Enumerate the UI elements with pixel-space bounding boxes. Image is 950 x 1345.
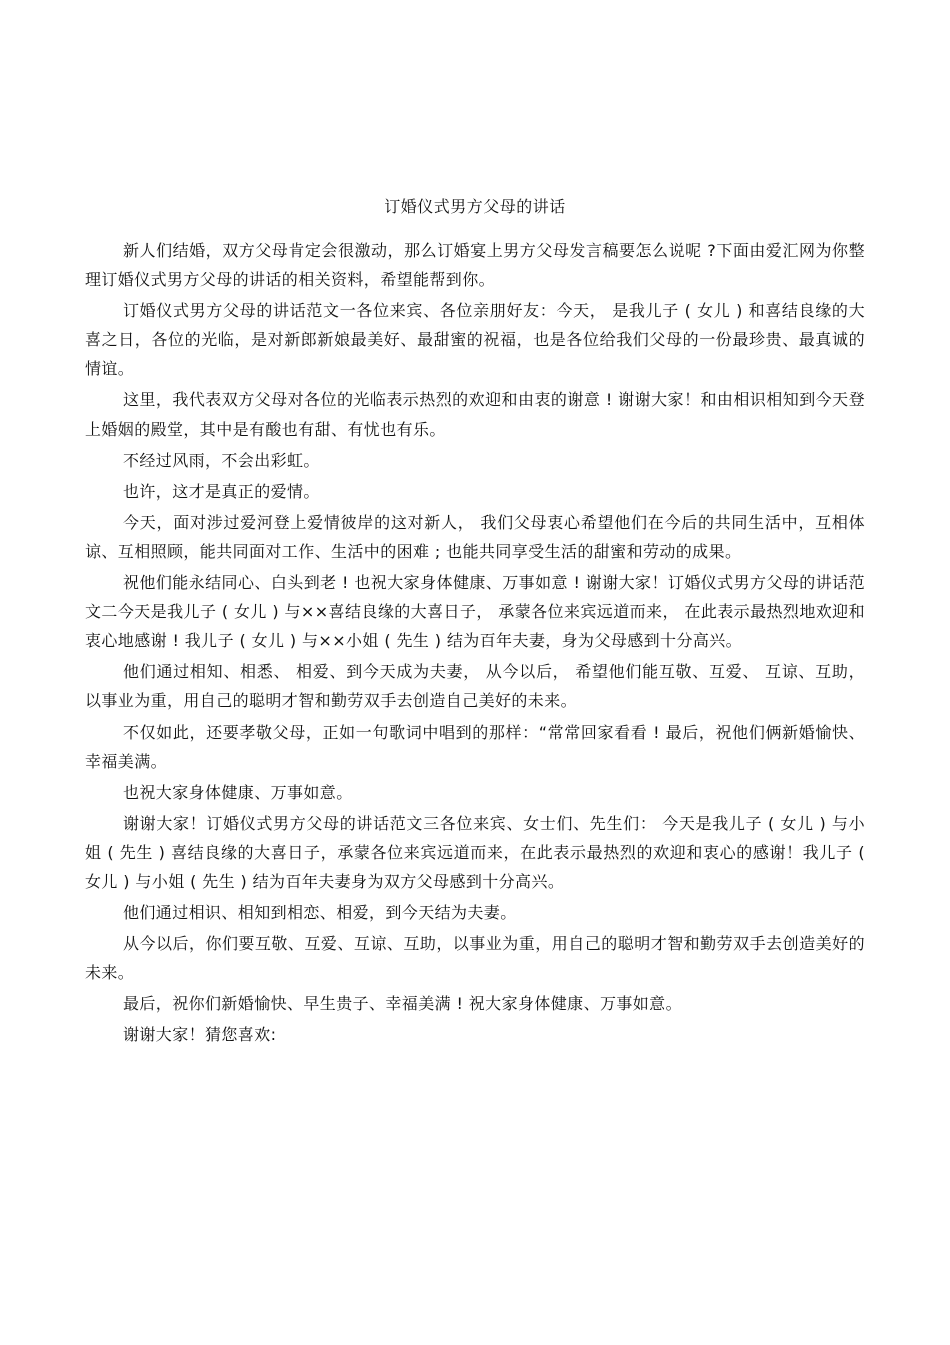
paragraph: 他们通过相识、相知到相恋、相爱，到今天结为夫妻。 (123, 903, 517, 923)
paragraph: 这里，我代表双方父母对各位的光临表示热烈的欢迎和由衷的谢意 ! 谢谢大家！和由相识相知到今天登上婚姻的殿堂，其中是有酸也有甜、有忧也有乐。 (85, 390, 865, 439)
paragraph: 谢谢大家！猜您喜欢: (123, 1025, 277, 1045)
paragraph: 也祝大家身体健康、万事如意。 (123, 782, 353, 802)
paragraph: 他们通过相知、相悉、 相爱、到今天成为夫妻， 从今以后， 希望他们能互敬、互爱、 互谅、互助，以事业为重，用自己的聪明才智和勤劳双手去创造自己美好的未来。 (85, 662, 865, 711)
paragraph: 谢谢大家！订婚仪式男方父母的讲话范文三各位来宾、女士们、先生们： 今天是我儿子 ( 女儿 ) 与小姐 ( 先生 ) 喜结良缘的大喜日子，承蒙各位来宾远道而来，在此表示最热烈的欢迎和衷心的感谢！我儿子 ( 女儿 ) 与小姐 ( 先生 ) 结为百年夫妻身为双方父母感到十分高兴。 (85, 813, 865, 891)
paragraph: 祝他们能永结同心、白头到老 ! 也祝大家身体健康、万事如意 ! 谢谢大家！订婚仪式男方父母的讲话范文二今天是我儿子 ( 女儿 ) 与××喜结良缘的大喜日子， 承蒙各位来宾远道而来， 在此表示最热烈地欢迎和衷心地感谢 ! 我儿子 ( 女儿 ) 与××小姐 ( 先生 ) 结为百年夫妻，身为父母感到十分高兴。 (85, 573, 865, 651)
paragraph: 从今以后，你们要互敬、互爱、互谅、互助，以事业为重，用自己的聪明才智和勤劳双手去创造美好的未来。 (85, 934, 865, 983)
paragraph: 今天，面对涉过爱河登上爱情彼岸的这对新人， 我们父母衷心希望他们在今后的共同生活中，互相体谅、互相照顾，能共同面对工作、生活中的困难 ; 也能共同享受生活的甜蜜和劳动的成果。 (85, 512, 865, 561)
paragraph: 最后，祝你们新婚愉快、早生贵子、幸福美满 ! 祝大家身体健康、万事如意。 (123, 994, 682, 1014)
paragraph: 订婚仪式男方父母的讲话范文一各位来宾、各位亲朋好友：今天， 是我儿子 ( 女儿 ) 和喜结良缘的大喜之日，各位的光临，是对新郎新娘最美好、最甜蜜的祝福，也是各位给我们父母的一份最珍贵、最真诚的情谊。 (85, 301, 865, 379)
document-body (85, 236, 865, 1052)
paragraph: 不经过风雨，不会出彩虹。 (123, 450, 320, 470)
document-title: 订婚仪式男方父母的讲话 (384, 197, 566, 216)
paragraph: 新人们结婚，双方父母肯定会很激动，那么订婚宴上男方父母发言稿要怎么说呢 ?下面由爱汇网为你整理订婚仪式男方父母的讲话的相关资料，希望能帮到你。 (85, 241, 865, 290)
paragraph: 也许，这才是真正的爱情。 (123, 481, 320, 501)
paragraph: 不仅如此，还要孝敬父母，正如一句歌词中唱到的那样：“常常回家看看 ! 最后，祝他们俩新婚愉快、幸福美满。 (85, 722, 865, 771)
